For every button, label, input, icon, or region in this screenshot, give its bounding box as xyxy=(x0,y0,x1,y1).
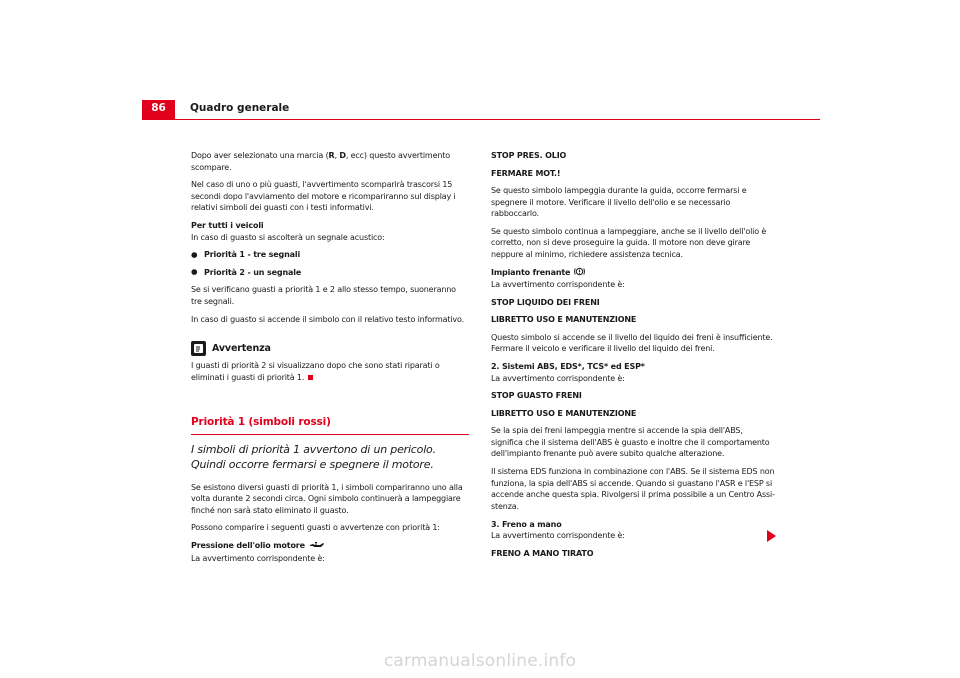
note-icon xyxy=(191,341,206,356)
warning-text xyxy=(191,360,469,383)
paragraph-oil-flashing: Se questo simbolo lampeggia durante la guida, occorre fermarsi e spegnere il motore. Verificare il livello dell'olio e se necessario rabboccarlo. xyxy=(491,186,747,218)
paragraph-brake-fluid: Questo simbolo si accende se il livello del liquido dei freni è insufficiente. Fermare il veicolo e verificare il livello del liquido dei freni. xyxy=(491,332,773,354)
message-libretto-2: LIBRETTO USO E MANUTENZIONE xyxy=(491,408,637,418)
section-divider xyxy=(191,434,469,435)
brake-warning-icon xyxy=(574,267,585,280)
message-fermare-mot: FERMARE MOT.! xyxy=(491,168,561,178)
brake-warning-text: La avvertimento corrispondente è: xyxy=(491,280,625,290)
message-stop-liquido-freni: STOP LIQUIDO DEI FRENI xyxy=(491,297,600,307)
section-title: Priorità 1 (simboli rossi) xyxy=(191,416,331,429)
oil-can-icon xyxy=(309,541,325,553)
heading-all-vehicles: Per tutti i veicoli xyxy=(191,221,264,231)
text-fragment: , ecc) questo avvertimento scompare. xyxy=(191,151,450,172)
gear-d: D xyxy=(339,151,346,160)
message-libretto-1: LIBRETTO USO E MANUTENZIONE xyxy=(491,315,637,325)
message-stop-guasto-freni: STOP GUASTO FRENI xyxy=(491,391,582,401)
paragraph-abs-fault: Se la spia dei freni lampeggia mentre si accende la spia dell'ABS, significa che il sistema dell'ABS è guasto e inoltre che il comportamento dell'impianto frenante può avere subito qualche alterazione. xyxy=(491,426,770,459)
page-header-title: Quadro generale xyxy=(190,102,290,114)
message-stop-pres-olio: STOP PRES. OLIO xyxy=(491,151,567,160)
next-page-arrow-icon[interactable] xyxy=(767,530,776,542)
heading-brake-system xyxy=(491,267,776,280)
header-divider xyxy=(142,119,820,120)
heading-abs-systems: 2. Sistemi ABS, EDS*, TCS* ed ESP* xyxy=(491,362,645,372)
paragraph-faults-display: Nel caso di uno o più guasti, l'avvertimento scomparirà trascorsi 15 secondi dopo l'avviamento del motore e ricompariranno sul display i relativi simboli dei guasti con i testi informativi. xyxy=(191,180,456,213)
paragraph-eds: Il sistema EDS funziona in combinazione con l'ABS. Se il sistema EDS non funziona, la spia dell'ABS si accende. Quando si guastano l'ASR e l'ESP si accende anche questa spia. Rivolgersi il prima possibile a un Centro Assi-stenza. xyxy=(491,467,775,511)
warning-body: I guasti di priorità 2 si visualizzano dopo che sono stati riparati o eliminati i guasti di priorità 1. xyxy=(191,361,440,382)
heading-handbrake: 3. Freno a mano xyxy=(491,519,562,529)
right-column xyxy=(491,150,776,559)
oil-warning-text: La avvertimento corrispondente è: xyxy=(191,553,325,563)
section-subtitle: I simboli di priorità 1 avvertono di un pericolo. Quindi occorre fermarsi e spegnere il motore. xyxy=(191,442,436,471)
brake-heading-text: Impianto frenante xyxy=(491,267,571,277)
paragraph-simultaneous-faults: Se si verificano guasti a priorità 1 e 2 allo stesso tempo, suoneranno tre segnali. xyxy=(191,285,456,306)
paragraph-oil-persistent: Se questo simbolo continua a lampeggiare, anche se il livello dell'olio è corretto, non si deve proseguire la guida. Il motore non deve girare neppure al minimo, richiedere assistenza tecnica. xyxy=(491,226,767,259)
abs-warning-text: La avvertimento corrispondente è: xyxy=(491,373,625,383)
heading-oil-pressure xyxy=(191,540,469,553)
text-fragment: Dopo aver selezionato una marcia ( xyxy=(191,151,329,160)
bullet-priority-1: ● Priorità 1 - tre segnali xyxy=(191,249,469,261)
paragraph-multiple-faults: Se esistono diversi guasti di priorità 1, i simboli compariranno uno alla volta durante 2 secondi circa. Ogni simbolo continuerà a lampeggiare finché non sarà stato eliminato il guasto. xyxy=(191,482,463,515)
watermark: carmanualsonline.info xyxy=(383,651,577,671)
paragraph-acoustic-signal: In caso di guasto si ascolterà un segnale acustico: xyxy=(191,232,385,242)
page-number: 86 xyxy=(151,102,166,114)
warning-title: Avvertenza xyxy=(212,342,271,354)
handbrake-warning-text: La avvertimento corrispondente è: xyxy=(491,531,625,541)
warning-heading xyxy=(191,341,469,356)
message-freno-a-mano: FRENO A MANO TIRATO xyxy=(491,548,594,558)
bullet-priority-2: ● Priorità 2 - un segnale xyxy=(191,267,469,279)
paragraph-possible-faults: Possono comparire i seguenti guasti o avvertenze con priorità 1: xyxy=(191,523,440,533)
oil-heading-text: Pressione dell'olio motore xyxy=(191,541,305,551)
end-mark-icon xyxy=(308,375,313,380)
left-column xyxy=(191,150,469,571)
gear-r: R xyxy=(328,151,335,160)
paragraph-gear-selection xyxy=(191,150,469,173)
text-fragment: , xyxy=(334,151,340,160)
paragraph-symbol-lights: In caso di guasto si accende il simbolo con il relativo testo informativo. xyxy=(191,314,465,324)
